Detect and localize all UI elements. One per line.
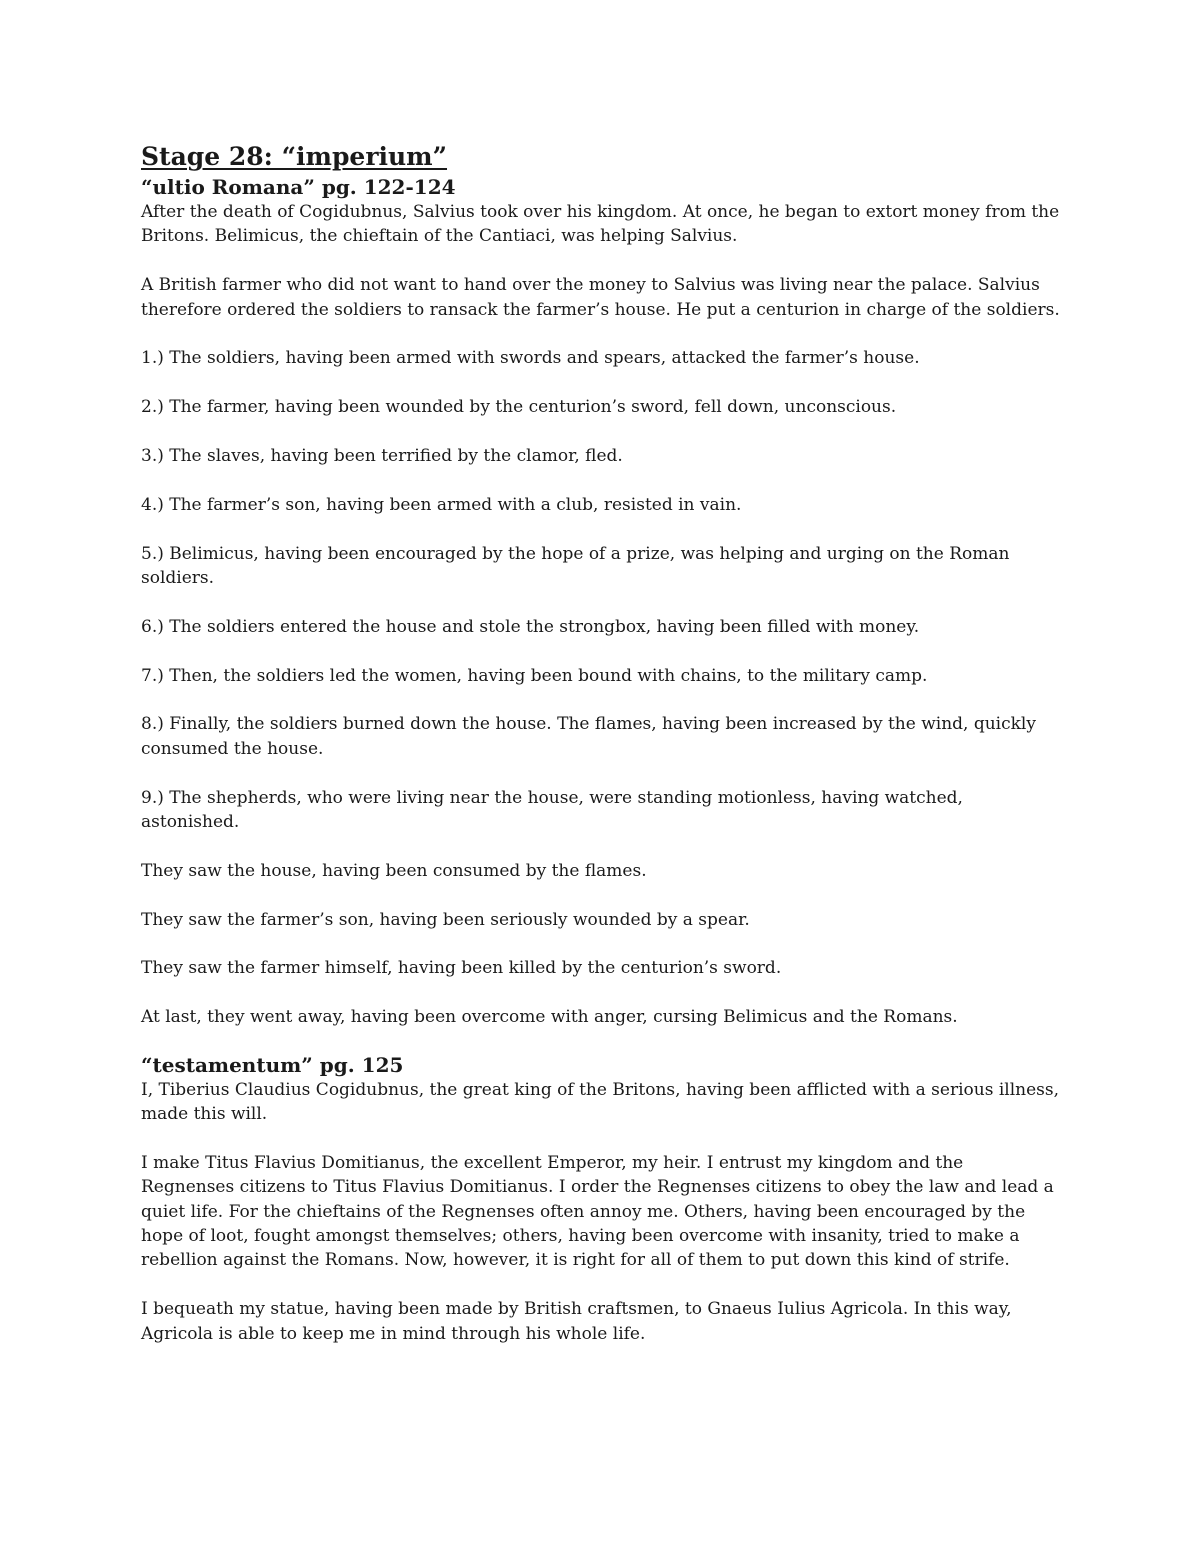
list-item: 6.) The soldiers entered the house and stole the strongbox, having been filled with money. (141, 616, 920, 637)
list-item: 5.) Belimicus, having been encouraged by the hope of a prize, was helping and urging on the Roman soldiers. (141, 543, 1010, 588)
section-body-testamentum (141, 1078, 1061, 1346)
page-title: Stage 28: “imperium” (141, 142, 448, 171)
paragraph: I bequeath my statue, having been made by British craftsmen, to Gnaeus Iulius Agricola. In this way, Agricola is able to keep me in mind through his whole life. (141, 1299, 1012, 1344)
paragraph: After the death of Cogidubnus, Salvius took over his kingdom. At once, he began to extort money from the Britons. Belimicus, the chieftain of the Cantiaci, was helping Salvius. (141, 202, 1060, 247)
section-heading-testamentum: “testamentum” pg. 125 (141, 1052, 404, 1077)
list-item: 9.) The shepherds, who were living near the house, were standing motionless, having watched, astonished. (141, 787, 963, 832)
paragraph: I make Titus Flavius Domitianus, the excellent Emperor, my heir. I entrust my kingdom and the Regnenses citizens to Titus Flavius Domitianus. I order the Regnenses citizens to obey the law and lead a quiet life. For the chieftains of the Regnenses often annoy me. Others, having been encouraged by the hope of loot, fought amongst themselves; others, having been overcome with insanity, tried to make a rebellion against the Romans. Now, however, it is right for all of them to put down this kind of strife. (141, 1152, 1054, 1271)
list-item: 8.) Finally, the soldiers burned down the house. The flames, having been increased by the wind, quickly consumed the house. (141, 714, 1036, 759)
list-item: 4.) The farmer’s son, having been armed with a club, resisted in vain. (141, 494, 742, 515)
list-item: 2.) The farmer, having been wounded by the centurion’s sword, fell down, unconscious. (141, 397, 897, 418)
paragraph: They saw the farmer’s son, having been seriously wounded by a spear. (141, 909, 750, 930)
section-heading-ultio-romana: “ultio Romana” pg. 122-124 (141, 175, 456, 199)
document-page (141, 140, 1061, 1346)
list-item: 3.) The slaves, having been terrified by the clamor, fled. (141, 446, 623, 466)
list-item: 1.) The soldiers, having been armed with swords and spears, attacked the farmer’s house. (141, 348, 920, 369)
paragraph: I, Tiberius Claudius Cogidubnus, the great king of the Britons, having been afflicted with a serious illness, made this will. (141, 1079, 1059, 1124)
paragraph: They saw the house, having been consumed by the flames. (141, 860, 647, 881)
paragraph: A British farmer who did not want to hand over the money to Salvius was living near the palace. Salvius therefore ordered the soldiers to ransack the farmer’s house. He put a centurion in charge of the soldiers. (141, 275, 1060, 320)
section-body-ultio-romana (141, 200, 1061, 1030)
list-item: 7.) Then, the soldiers led the women, having been bound with chains, to the military camp. (141, 665, 928, 686)
paragraph: They saw the farmer himself, having been killed by the centurion’s sword. (141, 958, 782, 979)
paragraph: At last, they went away, having been overcome with anger, cursing Belimicus and the Romans. (141, 1007, 958, 1028)
